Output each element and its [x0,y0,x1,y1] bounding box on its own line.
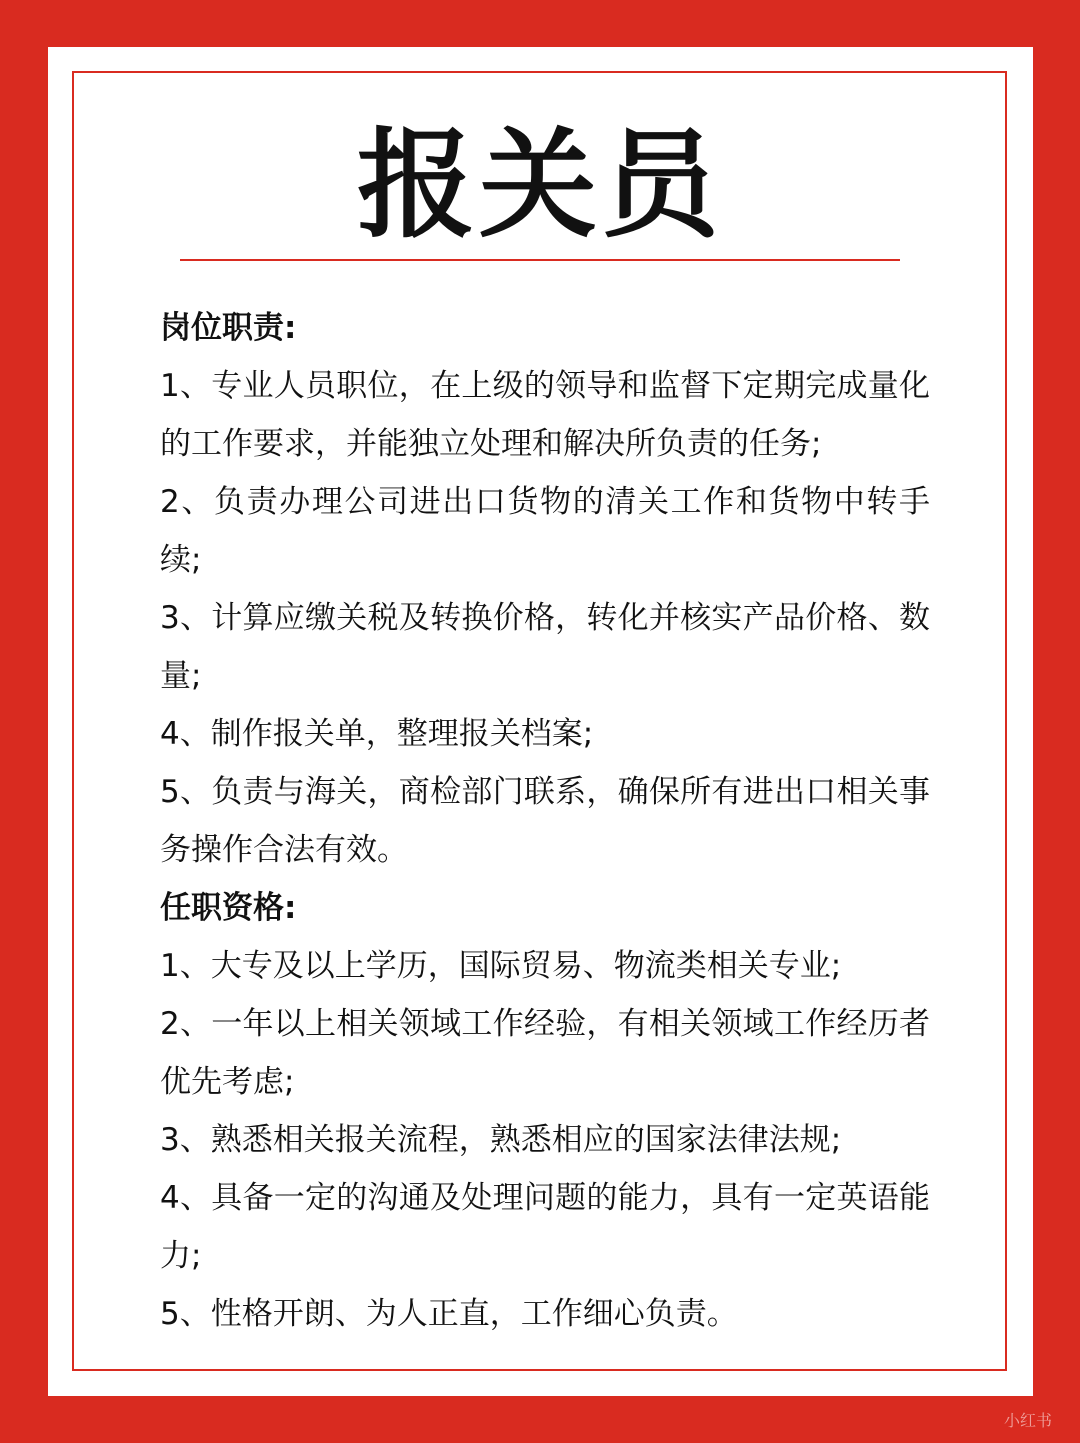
duty-item: 5、负责与海关，商检部门联系，确保所有进出口相关事务操作合法有效。 [160,774,930,868]
section-heading-duties: 岗位职责: [160,310,297,346]
duty-item: 4、制作报关单，整理报关档案; [160,716,594,752]
qualification-item: 5、性格开朗、为人正直，工作细心负责。 [160,1296,738,1332]
qualification-item: 3、熟悉相关报关流程，熟悉相应的国家法律法规; [160,1122,842,1158]
section-heading-qualifications: 任职资格: [160,890,297,926]
qualification-item: 1、大专及以上学历，国际贸易、物流类相关专业; [160,948,842,984]
watermark: 小红书 [1003,1411,1052,1430]
duty-item: 1、专业人员职位，在上级的领导和监督下定期完成量化的工作要求，并能独立处理和解决所负责的任务; [160,368,930,462]
qualification-item: 4、具备一定的沟通及处理问题的能力，具有一定英语能力; [160,1180,930,1274]
job-description [160,299,930,1343]
qualification-item: 2、一年以上相关领域工作经验，有相关领域工作经历者优先考虑; [160,1006,930,1100]
duty-item: 3、计算应缴关税及转换价格，转化并核实产品价格、数量; [160,600,930,694]
page-title: 报关员 [356,116,723,254]
title-divider [180,259,900,261]
duty-item: 2、负责办理公司进出口货物的清关工作和货物中转手续; [160,484,930,578]
